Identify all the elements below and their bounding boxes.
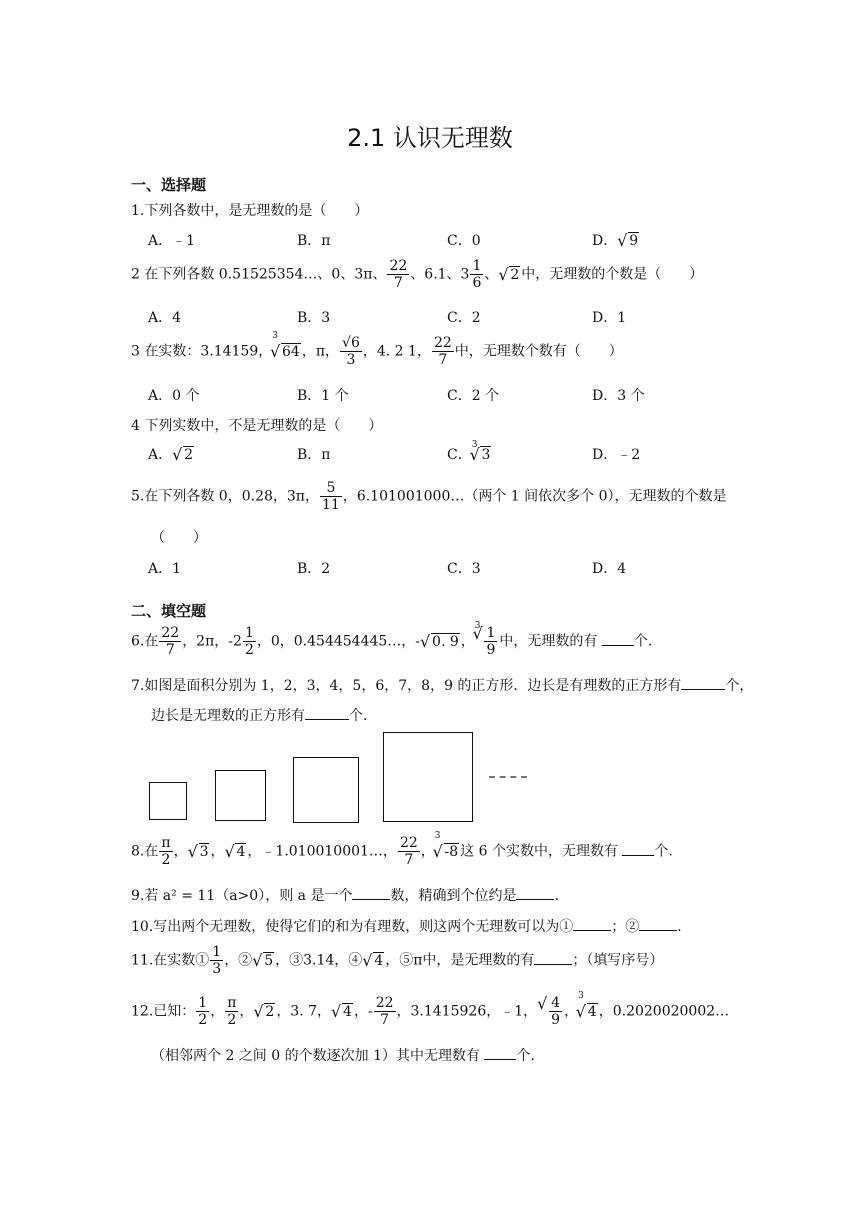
section-fill-in: 二、填空题 xyxy=(131,602,207,620)
q1-option-c: C．0 xyxy=(447,233,481,249)
question-5: 5.在下列各数 0，0.28，3π， $\frac{5}{11}$ ，6.101001000…（两个 1 间依次多个 0），无理数的个数是 xyxy=(131,480,727,513)
q8-blank[interactable] xyxy=(622,843,654,856)
q4-option-d: D．﹣2 xyxy=(592,447,641,463)
q4-option-c: C．$^3$√ 3 xyxy=(447,444,492,464)
question-10: 10.写出两个无理数，使得它们的和为有理数，则这两个无理数可以为① ；② . xyxy=(131,919,682,935)
q6-blank[interactable] xyxy=(602,633,634,646)
q9-blank-1[interactable] xyxy=(352,887,390,900)
q2-option-c: C．2 xyxy=(447,310,481,326)
question-12: 12.已知： $\frac{1}{2}$ ， $\frac{\pi}{2}$ ，√ 2 ，3. 7，√ 4 ，- $\frac{22}{7}$ ，3.1415926，﹣1， √ $\frac{4}{9}$ ，$^3$√ 4 ，0.2020020002… xyxy=(131,995,729,1028)
q5-answer-paren: （ ） xyxy=(151,530,207,546)
q2-option-b: B．3 xyxy=(297,310,331,326)
q2-option-d: D．1 xyxy=(592,310,627,326)
continuation-dots xyxy=(489,776,527,778)
q4-option-a: A．√ 2 xyxy=(148,444,195,464)
q12-blank[interactable] xyxy=(484,1047,516,1060)
q1-option-d: D．√ 9 xyxy=(592,230,640,250)
page-title: 2.1 认识无理数 xyxy=(347,124,513,152)
square-figure-1 xyxy=(149,782,187,820)
question-12-line2: （相邻两个 2 之间 0 的个数逐次加 1）其中无理数有 个. xyxy=(151,1048,535,1064)
q2-option-a: A．4 xyxy=(148,310,182,326)
q5-option-d: D．4 xyxy=(592,561,627,577)
q3-option-d: D．3 个 xyxy=(592,388,645,404)
question-1: 1.下列各数中，是无理数的是（ ） xyxy=(131,203,369,219)
q7-blank-2[interactable] xyxy=(305,707,349,720)
question-11: 11.在实数① $\frac{1}{3}$ ，②√ 5 ，③3.14，④√ 4 ，⑤π中，是无理数的有 ；（填写序号） xyxy=(131,944,663,977)
question-9: 9.若 a² = 11（a>0），则 a 是一个 数，精确到个位约是 . xyxy=(131,888,559,904)
q3-option-a: A．0 个 xyxy=(148,388,200,404)
q1-option-b: B．π xyxy=(297,233,331,249)
q5-option-b: B．2 xyxy=(297,561,331,577)
question-2: 2 在下列各数 0.51525354…、0、3π、 $\frac{22}{7}$ 、6.1、3 $\frac{1}{6}$ 、√ 2 中，无理数的个数是（ ） xyxy=(131,258,703,291)
q7-blank-1[interactable] xyxy=(681,677,725,690)
square-figure-2 xyxy=(215,770,266,821)
question-3: 3 在实数：3.14159，$^3$√ 64 ，π， $\frac{√6}{3}$ ，4. 2 1， $\frac{22}{7}$ 中，无理数个数有（ ） xyxy=(131,335,623,368)
q5-option-a: A．1 xyxy=(148,561,182,577)
square-figure-4 xyxy=(383,732,473,822)
square-figure-3 xyxy=(293,757,359,823)
q1-option-a: A．﹣1 xyxy=(148,233,196,249)
section-multiple-choice: 一、选择题 xyxy=(131,176,207,194)
q9-blank-2[interactable] xyxy=(516,887,554,900)
q4-option-b: B．π xyxy=(297,447,331,463)
question-8: 8.在 $\frac{\pi}{2}$ ，√ 3 ，√ 4 ，﹣1.010010001…， $\frac{22}{7}$ ，$^3$√ -8 这 6 个实数中，无理数有 个. xyxy=(131,835,673,868)
q10-blank-2[interactable] xyxy=(639,918,677,931)
q3-option-c: C．2 个 xyxy=(447,388,500,404)
q5-option-c: C．3 xyxy=(447,561,481,577)
question-6: 6.在 $\frac{22}{7}$ ，2π，-2 $\frac{1}{2}$ ，0，0.454454445…，-√ 0. 9 ，$^3$ √ $\frac{1}{9}$ 中，无理数的有 个. xyxy=(131,625,652,658)
question-7-line1: 7.如图是面积分别为 1，2，3，4，5，6，7，8，9 的正方形．边长是有理数的正方形有 个， xyxy=(131,678,754,694)
question-7-line2: 边长是无理数的正方形有 个. xyxy=(151,708,368,724)
q3-option-b: B．1 个 xyxy=(297,388,349,404)
q11-blank[interactable] xyxy=(534,952,572,965)
question-4: 4 下列实数中，不是无理数的是（ ） xyxy=(131,418,383,434)
q10-blank-1[interactable] xyxy=(573,918,611,931)
